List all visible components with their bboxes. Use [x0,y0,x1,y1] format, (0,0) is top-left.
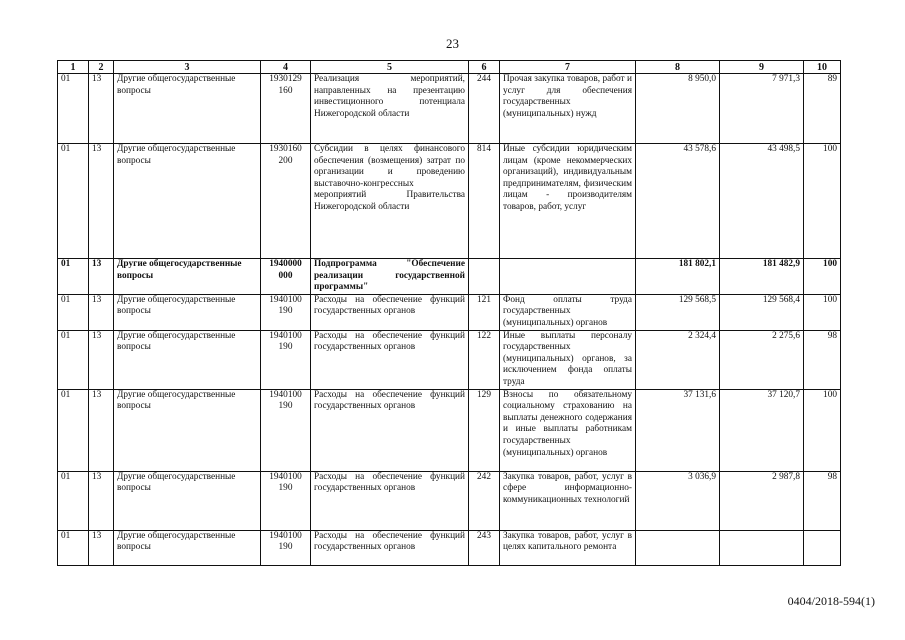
planned-amount: 181 802,1 [636,259,720,295]
subsection-code: 13 [89,259,114,295]
target-article-name: Подпрограмма "Обеспечение реализации государственной программы" [311,259,469,295]
table-row [58,74,841,144]
execution-percent: 89 [804,74,841,144]
subsection-code: 13 [89,144,114,259]
subsection-code: 13 [89,389,114,471]
section-name: Другие общегосударственные вопросы [114,74,261,144]
expense-type-code: 122 [469,330,500,389]
execution-percent: 98 [804,471,841,530]
section-code: 01 [58,294,89,330]
target-article-name: Расходы на обеспечение функций государственных органов [311,330,469,389]
executed-amount: 129 568,4 [720,294,804,330]
section-name: Другие общегосударственные вопросы [114,330,261,389]
planned-amount: 2 324,4 [636,330,720,389]
header-cell: 5 [311,61,469,74]
target-article-name: Расходы на обеспечение функций государственных органов [311,471,469,530]
section-code: 01 [58,389,89,471]
table-row [58,294,841,330]
planned-amount: 8 950,0 [636,74,720,144]
planned-amount: 43 578,6 [636,144,720,259]
subsection-code: 13 [89,330,114,389]
expense-type-name: Иные выплаты персоналу государственных (муниципальных) органов, за исключением фонда оплаты труда [500,330,636,389]
execution-percent: 100 [804,389,841,471]
expense-type-code [469,259,500,295]
expense-type-name: Прочая закупка товаров, работ и услуг для обеспечения государственных (муниципальных) нужд [500,74,636,144]
executed-amount [720,530,804,565]
executed-amount: 181 482,9 [720,259,804,295]
executed-amount: 43 498,5 [720,144,804,259]
execution-percent [804,530,841,565]
target-article-code: 1940100 190 [261,471,311,530]
section-code: 01 [58,330,89,389]
target-article-code: 1940100 190 [261,330,311,389]
expense-type-code: 814 [469,144,500,259]
header-cell: 3 [114,61,261,74]
header-cell: 1 [58,61,89,74]
executed-amount: 2 987,8 [720,471,804,530]
table-row-subprogram [58,259,841,295]
planned-amount: 3 036,9 [636,471,720,530]
target-article-code: 1940100 190 [261,530,311,565]
expense-type-name: Закупка товаров, работ, услуг в целях капитального ремонта [500,530,636,565]
header-row [58,61,841,74]
execution-percent: 100 [804,259,841,295]
planned-amount: 129 568,5 [636,294,720,330]
table-row [58,330,841,389]
expense-type-code: 129 [469,389,500,471]
expense-type-code: 121 [469,294,500,330]
execution-percent: 100 [804,294,841,330]
header-cell: 4 [261,61,311,74]
table-row [58,530,841,565]
section-name: Другие общегосударственные вопросы [114,471,261,530]
executed-amount: 7 971,3 [720,74,804,144]
expense-type-code: 242 [469,471,500,530]
section-code: 01 [58,530,89,565]
expense-type-name [500,259,636,295]
target-article-name: Расходы на обеспечение функций государственных органов [311,530,469,565]
expense-type-code: 244 [469,74,500,144]
section-name: Другие общегосударственные вопросы [114,530,261,565]
expense-type-code: 243 [469,530,500,565]
planned-amount [636,530,720,565]
budget-table [57,60,841,566]
section-name: Другие общегосударственные вопросы [114,294,261,330]
planned-amount: 37 131,6 [636,389,720,471]
header-cell: 2 [89,61,114,74]
executed-amount: 37 120,7 [720,389,804,471]
section-code: 01 [58,74,89,144]
target-article-code: 1930129 160 [261,74,311,144]
execution-percent: 98 [804,330,841,389]
target-article-code: 1940000 000 [261,259,311,295]
target-article-name: Расходы на обеспечение функций государственных органов [311,389,469,471]
target-article-code: 1940100 190 [261,294,311,330]
target-article-name: Расходы на обеспечение функций государственных органов [311,294,469,330]
expense-type-name: Закупка товаров, работ, услуг в сфере информационно-коммуникационных технологий [500,471,636,530]
section-name: Другие общегосударственные вопросы [114,259,261,295]
document-code: 0404/2018-594(1) [787,594,875,608]
subsection-code: 13 [89,294,114,330]
expense-type-name: Иные субсидии юридическим лицам (кроме некоммерческих организаций), индивидуальным предпринимателям, физическим лицам - производителям товаров, работ, услуг [500,144,636,259]
target-article-code: 1940100 190 [261,389,311,471]
execution-percent: 100 [804,144,841,259]
table-row [58,144,841,259]
target-article-code: 1930160 200 [261,144,311,259]
header-cell: 10 [804,61,841,74]
executed-amount: 2 275,6 [720,330,804,389]
section-name: Другие общегосударственные вопросы [114,389,261,471]
section-name: Другие общегосударственные вопросы [114,144,261,259]
header-cell: 7 [500,61,636,74]
subsection-code: 13 [89,530,114,565]
header-cell: 6 [469,61,500,74]
expense-type-name: Взносы по обязательному социальному страхованию на выплаты денежного содержания и иные выплаты работникам государственных (муниципальных) органов [500,389,636,471]
table-row [58,471,841,530]
header-cell: 8 [636,61,720,74]
target-article-name: Реализация мероприятий, направленных на презентацию инвестиционного потенциала Нижегородской области [311,74,469,144]
section-code: 01 [58,259,89,295]
expense-type-name: Фонд оплаты труда государственных (муниципальных) органов [500,294,636,330]
target-article-name: Субсидии в целях финансового обеспечения (возмещения) затрат по организации и проведению выставочно-конгрессных мероприятий Правительства Нижегородской области [311,144,469,259]
header-cell: 9 [720,61,804,74]
section-code: 01 [58,471,89,530]
subsection-code: 13 [89,471,114,530]
section-code: 01 [58,144,89,259]
page-number: 23 [446,36,459,51]
subsection-code: 13 [89,74,114,144]
table-row [58,389,841,471]
